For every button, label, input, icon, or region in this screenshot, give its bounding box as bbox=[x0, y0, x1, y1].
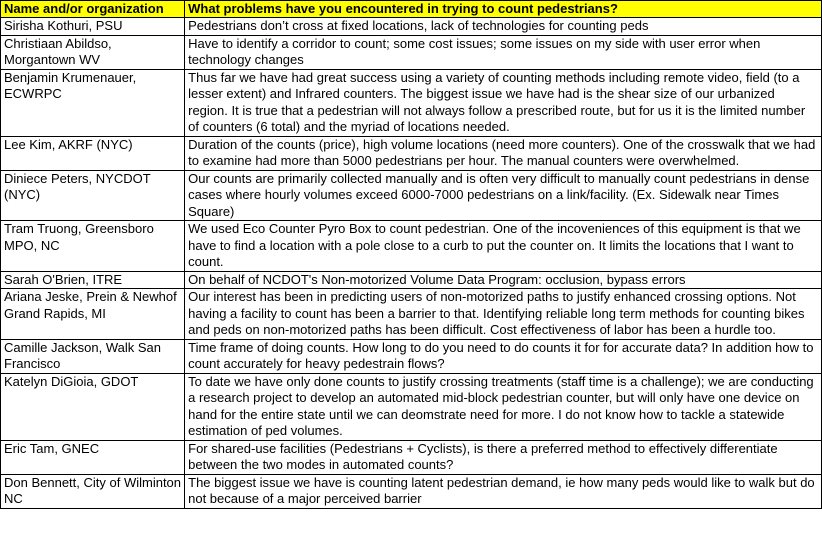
cell-problem[interactable]: On behalf of NCDOT's Non-motorized Volume Data Program: occlusion, bypass errors bbox=[185, 271, 822, 289]
cell-name[interactable]: Katelyn DiGioia, GDOT bbox=[1, 373, 185, 440]
cell-name[interactable]: Ariana Jeske, Prein & Newhof Grand Rapids, MI bbox=[1, 289, 185, 340]
cell-name[interactable]: Camille Jackson, Walk San Francisco bbox=[1, 339, 185, 373]
cell-problem[interactable]: For shared-use facilities (Pedestrians + Cyclists), is there a preferred method to effectively differentiate between the two modes in automated counts? bbox=[185, 440, 822, 474]
table-row bbox=[1, 221, 822, 272]
table-row bbox=[1, 339, 822, 373]
cell-problem[interactable]: The biggest issue we have is counting latent pedestrian demand, ie how many peds would like to walk but do not because of a major perceived barrier bbox=[185, 474, 822, 508]
header-name[interactable]: Name and/or organization bbox=[1, 1, 185, 18]
table-row bbox=[1, 474, 822, 508]
cell-problem[interactable]: Have to identify a corridor to count; some cost issues; some issues on my side with user error when technology changes bbox=[185, 35, 822, 69]
cell-problem[interactable]: Our counts are primarily collected manually and is often very difficult to manually count pedestrians in dense cases where hourly volumes exceed 6000-7000 pedestrians on a link/facility. (Ex. Sidewalk near Times Square) bbox=[185, 170, 822, 221]
cell-name[interactable]: Sirisha Kothuri, PSU bbox=[1, 18, 185, 36]
cell-problem[interactable]: Our interest has been in predicting users of non-motorized paths to justify enhanced crossing options. Not having a facility to count has been a barrier to that. Identifying reliable long term methods for counting bikes and peds on non-motorized paths has been difficult. Cost effectiveness of labor has been a hurdle too. bbox=[185, 289, 822, 340]
cell-problem[interactable]: Duration of the counts (price), high volume locations (need more counters). One of the crosswalk that we had to examine had more than 5000 pedestrians per hour. The manual counters were overwhelmed. bbox=[185, 136, 822, 170]
cell-name[interactable]: Sarah O'Brien, ITRE bbox=[1, 271, 185, 289]
table-row bbox=[1, 271, 822, 289]
cell-name[interactable]: Lee Kim, AKRF (NYC) bbox=[1, 136, 185, 170]
cell-name[interactable]: Diniece Peters, NYCDOT (NYC) bbox=[1, 170, 185, 221]
cell-name[interactable]: Christiaan Abildso, Morgantown WV bbox=[1, 35, 185, 69]
table-row bbox=[1, 289, 822, 340]
cell-problem[interactable]: To date we have only done counts to justify crossing treatments (staff time is a challenge); we are conducting a research project to develop an automated mid-block pedestrian counter, but will only have one device on hand for the entire state until we can deomstrate need for more. I do not know how to tackle a statewide estimation of ped volumes. bbox=[185, 373, 822, 440]
cell-name[interactable]: Benjamin Krumenauer, ECWRPC bbox=[1, 69, 185, 136]
header-problem[interactable]: What problems have you encountered in trying to count pedestrians? bbox=[185, 1, 822, 18]
cell-name[interactable]: Eric Tam, GNEC bbox=[1, 440, 185, 474]
cell-problem[interactable]: Thus far we have had great success using a variety of counting methods including remote video, field (to a lesser extent) and Infrared counters. The biggest issue we have had is the shear size of our urbanized region. It is true that a pedestrian will not always follow a prescribed route, but for us it is the limited number of counters (6 total) and the myriad of locations needed. bbox=[185, 69, 822, 136]
cell-problem[interactable]: We used Eco Counter Pyro Box to count pedestrian. One of the incoveniences of this equipment is that we have to find a location with a pole close to a curb to put the counter on. It limits the locations that I want to count. bbox=[185, 221, 822, 272]
table-row bbox=[1, 373, 822, 440]
table-row bbox=[1, 18, 822, 36]
table-row bbox=[1, 69, 822, 136]
table-row bbox=[1, 170, 822, 221]
table-row bbox=[1, 35, 822, 69]
table-row bbox=[1, 136, 822, 170]
header-row bbox=[1, 1, 822, 18]
cell-problem[interactable]: Pedestrians don’t cross at fixed locations, lack of technologies for counting peds bbox=[185, 18, 822, 36]
cell-name[interactable]: Tram Truong, Greensboro MPO, NC bbox=[1, 221, 185, 272]
table-row bbox=[1, 440, 822, 474]
cell-problem[interactable]: Time frame of doing counts. How long to do you need to do counts it for for accurate data? In addition how to count accurately for heavy pedestrain flows? bbox=[185, 339, 822, 373]
cell-name[interactable]: Don Bennett, City of Wilminton NC bbox=[1, 474, 185, 508]
